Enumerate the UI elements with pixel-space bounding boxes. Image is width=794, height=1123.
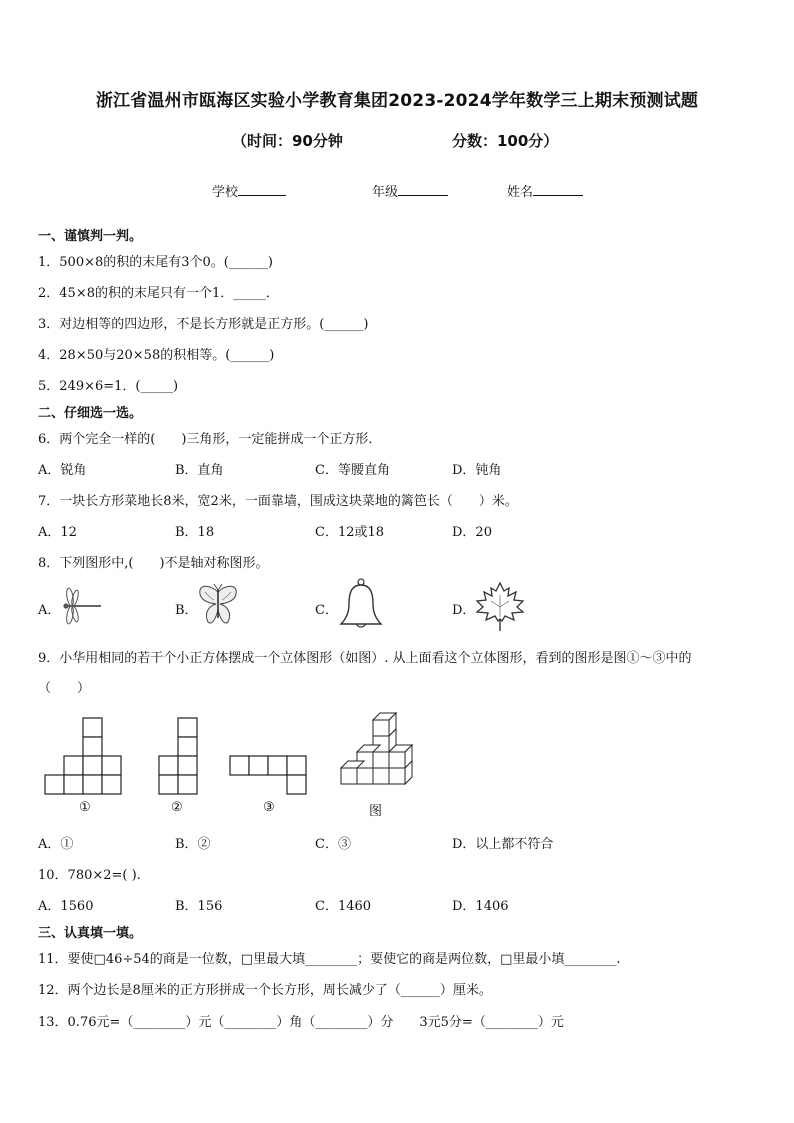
option-b[interactable]: B．18 — [175, 525, 215, 540]
question-3: 3．对边相等的四边形，不是长方形就是正方形。(______) — [38, 317, 369, 332]
option-d[interactable]: D．20 — [452, 525, 492, 540]
option-c[interactable]: C．12或18 — [315, 525, 385, 540]
school-label: 学校 — [212, 185, 239, 200]
figure-caption: ③ — [263, 800, 275, 815]
question-10: 10．780×2=( ). — [38, 868, 141, 883]
bell-icon — [337, 578, 385, 632]
question-9-blank: （ ） — [38, 681, 91, 696]
question-5: 5．249×6=1．(_____) — [38, 379, 179, 394]
section-heading: 二、仔细选一选。 — [38, 406, 143, 421]
question-4: 4．28×50与20×58的积相等。(______) — [38, 348, 275, 363]
butterfly-icon — [196, 582, 240, 628]
view-figure-3 — [228, 755, 308, 795]
name-label: 姓名 — [507, 185, 534, 200]
option-d[interactable]: D． — [452, 603, 476, 618]
exam-score: 分数：100分） — [452, 132, 559, 150]
section-heading: 一、谨慎判一判。 — [38, 229, 143, 244]
question-2: 2．45×8的积的末尾只有一个1．_____． — [38, 286, 279, 301]
section-heading: 三、认真填一填。 — [38, 926, 143, 941]
option-b[interactable]: B．直角 — [175, 463, 224, 478]
option-a[interactable]: A．1560 — [38, 899, 94, 914]
option-d[interactable]: D．钝角 — [452, 463, 502, 478]
maple-leaf-icon — [473, 581, 527, 633]
name-field[interactable] — [507, 181, 583, 200]
question-9: 9．小华用相同的若干个小正方体摆成一个立体图形（如图）. 从上面看这个立体图形，看到的图形是图①～③中的 — [38, 651, 692, 666]
question-6: 6．两个完全一样的( )三角形，一定能拼成一个正方形． — [38, 432, 382, 447]
option-a[interactable]: A．12 — [38, 525, 77, 540]
question-7: 7．一块长方形菜地长8米，宽2米，一面靠墙，围成这块菜地的篱笆长（ ）米。 — [38, 494, 518, 509]
figure-caption: ② — [171, 800, 183, 815]
page-title: 浙江省温州市瓯海区实验小学教育集团2023-2024学年数学三上期末预测试题 — [95, 91, 699, 111]
view-figure-1 — [43, 717, 125, 795]
option-c[interactable]: C．1460 — [315, 899, 372, 914]
figure-caption: ① — [79, 800, 91, 815]
view-figure-2 — [157, 717, 201, 795]
option-d[interactable]: D．以上都不符合 — [452, 837, 554, 852]
option-b[interactable]: B．156 — [175, 899, 223, 914]
dragonfly-icon — [57, 586, 103, 626]
question-13: 13．0.76元=（________）元（________）角（________）分 3元5分=（________）元 — [38, 1015, 564, 1030]
exam-time: （时间：90分钟 — [232, 132, 343, 150]
question-12: 12．两个边长是8厘米的正方形拼成一个长方形，周长减少了（______）厘米。 — [38, 983, 492, 998]
option-d[interactable]: D．1406 — [452, 899, 509, 914]
option-a[interactable]: A． — [38, 603, 61, 618]
school-field[interactable] — [212, 181, 286, 200]
option-c[interactable]: C．③ — [315, 837, 351, 852]
option-c[interactable]: C．等腰直角 — [315, 463, 390, 478]
question-1: 1．500×8的积的末尾有3个0。(______) — [38, 255, 273, 270]
option-b[interactable]: B．② — [175, 837, 211, 852]
option-a[interactable]: A．① — [38, 837, 74, 852]
question-11: 11．要使□46÷54的商是一位数，□里最大填________；要使它的商是两位数，□里最小填________. — [38, 952, 621, 967]
option-a[interactable]: A．锐角 — [38, 463, 87, 478]
option-b[interactable]: B． — [175, 603, 198, 618]
figure-caption: 图 — [369, 804, 383, 819]
grade-label: 年级 — [372, 185, 399, 200]
question-8: 8．下列图形中,( )不是轴对称图形。 — [38, 556, 269, 571]
grade-field[interactable] — [372, 181, 448, 200]
solid-figure — [336, 710, 416, 798]
option-c[interactable]: C． — [315, 603, 338, 618]
